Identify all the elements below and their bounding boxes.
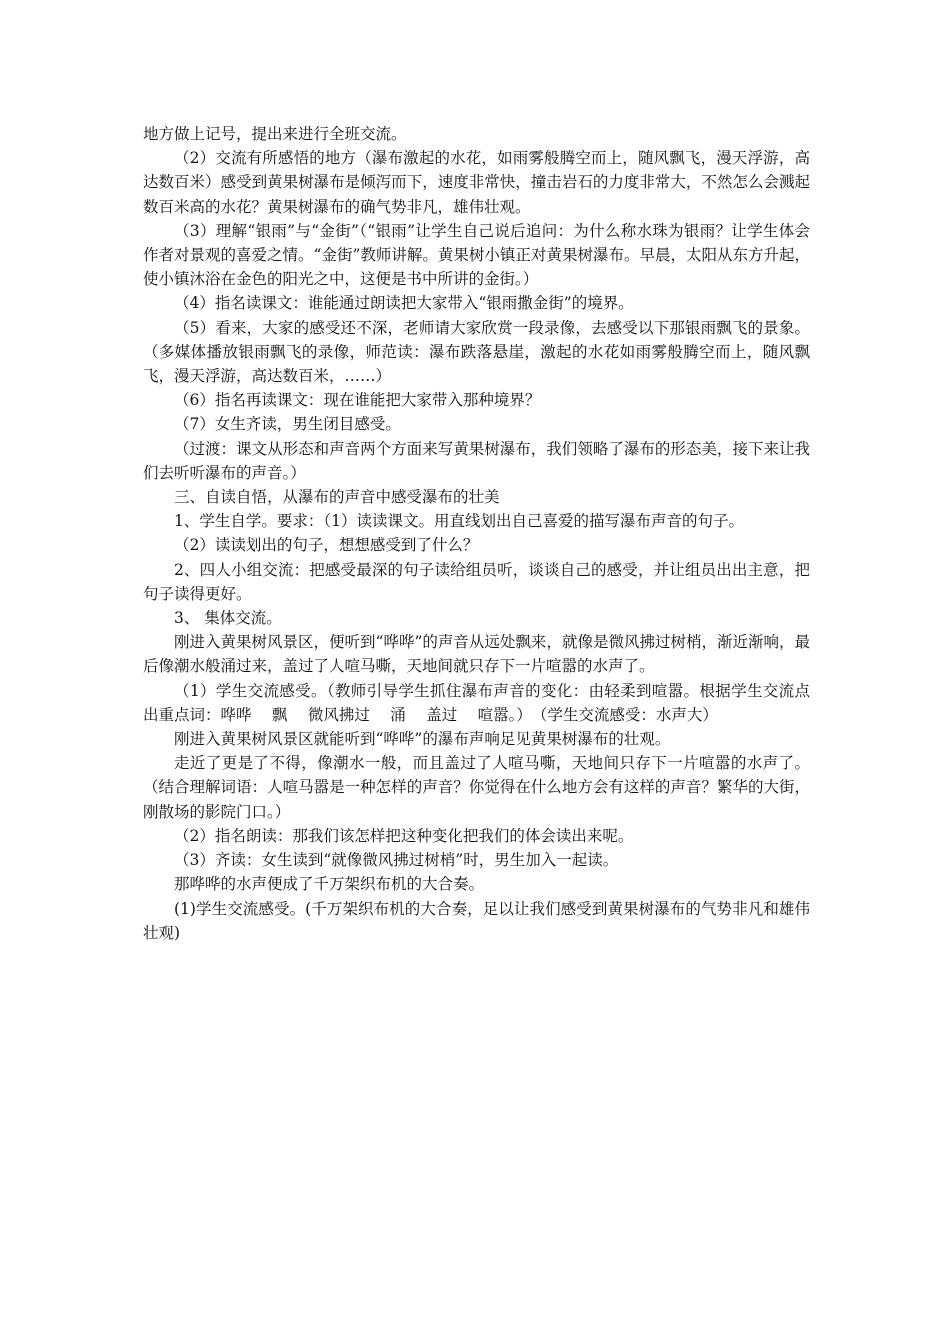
paragraph: 1、学生自学。要求：（1）读读课文。用直线划出自己喜爱的描写瀑布声音的句子。 [174,512,744,531]
paragraph: 地方做上记号，提出来进行全班交流。 [143,125,407,143]
document-body [143,122,810,945]
paragraph: （2）交流有所感悟的地方（瀑布激起的水花，如雨雾般腾空而上，随风飘飞，漫天浮游，高达数百米）感受到黄果树瀑布是倾泻而下，速度非常快，撞击岩石的力度非常大，不然怎么会溅起数百米高的水花？黄果树瀑布的确气势非凡，雄伟壮观。 [143,149,810,216]
paragraph: （3）齐读：女生读到“就像微风拂过树梢”时，男生加入一起读。 [174,851,619,870]
paragraph: (1)学生交流感受。(千万架织布机的大合奏，足以让我们感受到黄果树瀑布的气势非凡和雄伟壮观) [143,899,810,942]
paragraph: （过渡：课文从形态和声音两个方面来写黄果树瀑布，我们领略了瀑布的形态美，接下来让我们去听听瀑布的声音。） [143,439,810,482]
paragraph: （2）指名朗读：那我们该怎样把这种变化把我们的体会读出来呢。 [174,826,634,845]
paragraph: 2、四人小组交流：把感受最深的句子读给组员听，谈谈自己的感受，并让组员出出主意，把句子读得更好。 [143,560,810,603]
paragraph: 三、自读自悟，从瀑布的声音中感受瀑布的壮美 [174,488,500,507]
paragraph: （4）指名读课文：谁能通过朗读把大家带入“银雨撒金街”的境界。 [174,294,634,313]
paragraph: （7）女生齐读，男生闭目感受。 [174,415,401,434]
paragraph: 刚进入黄果树风景区，便听到“哗哗”的声音从远处飘来，就像是微风拂过树梢，渐近渐响，最后像潮水般涌过来，盖过了人喧马嘶，天地间就只存下一片喧嚣的水声了。 [143,633,810,676]
paragraph: 3、 集体交流。 [174,609,282,628]
paragraph: （1）学生交流感受。（教师引导学生抓住瀑布声音的变化：由轻柔到喧嚣。根据学生交流点出重点词：哗哗 飘 微风拂过 涌 盖过 喧嚣。） （学生交流感受：水声大） [143,681,810,724]
paragraph: （2）读读划出的句子，想想感受到了什么？ [174,536,479,555]
paragraph: 刚进入黄果树风景区就能听到“哗哗”的瀑布声响足见黄果树瀑布的壮观。 [174,730,671,749]
paragraph: 那哗哗的水声便成了千万架织布机的大合奏。 [174,875,485,894]
paragraph: 走近了更是了不得，像潮水一般，而且盖过了人喧马嘶，天地间只存下一片喧嚣的水声了。（结合理解词语：人喧马嚣是一种怎样的声音？你觉得在什么地方会有这样的声音？繁华的大街，刚散场的影院门口。） [143,754,810,821]
paragraph: （3）理解“银雨”与“金街”（“银雨”让学生自己说后追问：为什么称水珠为银雨？让学生体会作者对景观的喜爱之情。“金街”教师讲解。黄果树小镇正对黄果树瀑布。早晨，太阳从东方升起，使小镇沐浴在金色的阳光之中，这便是书中所讲的金街。） [143,221,810,289]
paragraph: （5）看来，大家的感受还不深，老师请大家欣赏一段录像，去感受以下那银雨飘飞的景象。（多媒体播放银雨飘飞的录像，师范读：瀑布跌落悬崖，激起的水花如雨雾般腾空而上，随风飘飞，漫天浮游，高达数百米，……） [143,318,810,386]
paragraph: （6）指名再读课文：现在谁能把大家带入那种境界？ [174,391,541,410]
